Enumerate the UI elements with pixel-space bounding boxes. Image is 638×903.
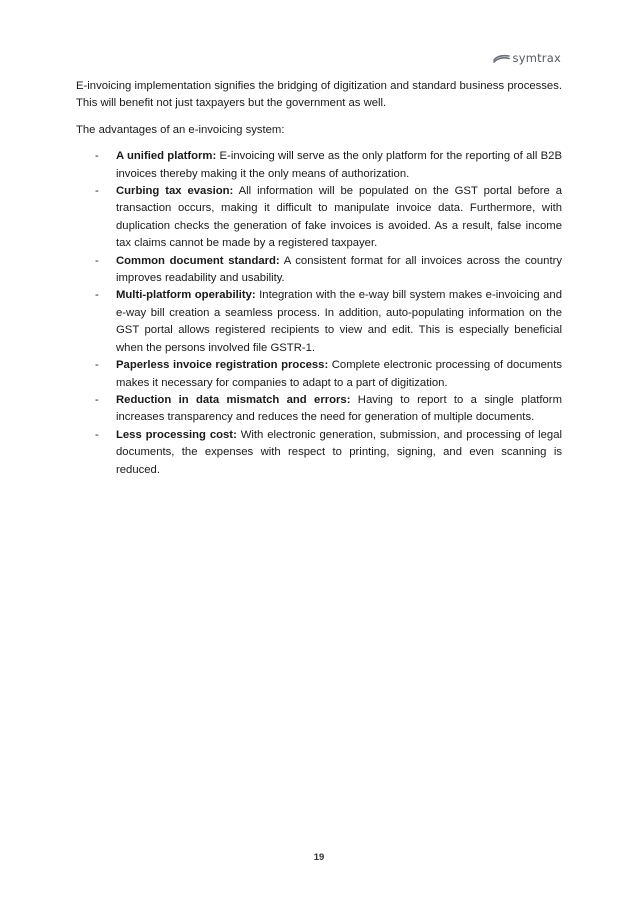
item-text: Integration with the e-way bill system makes e-invoicing and e-way bill creation a seamless process. In addition, auto-populating information on the GST portal allows registered recipients to view and edit. This is especially beneficial when the persons involved file GSTR-1. — [116, 289, 562, 354]
list-item — [76, 357, 562, 392]
symtrax-logo — [493, 51, 562, 65]
page-number: 19 — [313, 852, 325, 863]
list-item — [76, 253, 562, 288]
item-term: Reduction in data mismatch and errors: — [116, 393, 351, 406]
bullet-dash: - — [95, 185, 99, 198]
list-item — [76, 392, 562, 427]
list-intro: The advantages of an e-invoicing system: — [76, 123, 285, 136]
item-term: A unified platform: — [116, 150, 217, 163]
item-text: A consistent format for all invoices across the country improves readability and usability. — [116, 254, 562, 285]
symtrax-logo-mark-icon — [493, 53, 510, 63]
bullet-dash: - — [95, 150, 99, 163]
list-item — [76, 183, 562, 253]
advantages-list — [76, 148, 562, 479]
item-text: Having to report to a single platform increases transparency and reduces the need for generation of multiple documents. — [116, 393, 562, 424]
list-item — [76, 148, 562, 183]
list-item — [76, 427, 562, 479]
document-body — [76, 78, 562, 479]
item-term: Less processing cost: — [116, 428, 237, 441]
item-term: Multi-platform operability: — [116, 289, 256, 302]
item-text: With electronic generation, submission, and processing of legal documents, the expenses with respect to printing, signing, and even scanning is reduced. — [116, 428, 562, 476]
item-text: Complete electronic processing of documents makes it necessary for companies to adapt to a part of digitization. — [116, 359, 563, 389]
bullet-dash: - — [95, 428, 99, 441]
intro-paragraph: E-invoicing implementation signifies the bridging of digitization and standard business processes. This will benefit not just taxpayers but the government as well. — [76, 80, 562, 110]
item-term: Curbing tax evasion: — [116, 185, 234, 198]
item-text: E-invoicing will serve as the only platform for the reporting of all B2B invoices thereby making it the only means of authorization. — [116, 150, 562, 180]
item-term: Paperless invoice registration process: — [116, 359, 329, 372]
item-text: All information will be populated on the GST portal before a transaction occurs, making it difficult to manipulate invoice data. Furthermore, with duplication checks the generation of fake invoices is avoided. As a result, false income tax claims cannot be made by a registered taxpayer. — [116, 185, 563, 250]
logo-text: symtrax — [512, 51, 561, 65]
bullet-dash: - — [95, 359, 99, 372]
bullet-dash: - — [95, 254, 99, 267]
list-item — [76, 287, 562, 357]
item-term: Common document standard: — [116, 254, 280, 267]
bullet-dash: - — [95, 393, 99, 406]
bullet-dash: - — [95, 289, 99, 302]
